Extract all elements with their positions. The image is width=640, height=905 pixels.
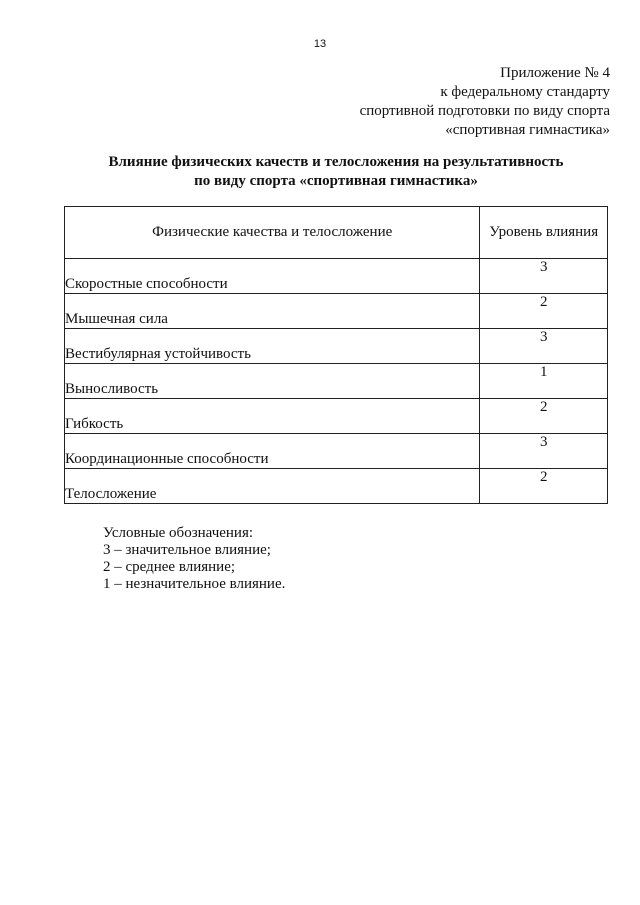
title-line-1: Влияние физических качеств и телосложения на результативность [108,154,564,170]
table-row [65,434,608,469]
level-cell: 3 [480,434,608,469]
level-cell: 2 [480,399,608,434]
quality-cell: Скоростные способности [65,259,480,294]
table-row [65,399,608,434]
quality-cell: Вестибулярная устойчивость [65,329,480,364]
quality-cell: Координационные способности [65,434,480,469]
influence-table [64,206,608,504]
header-influence-level: Уровень влияния [480,207,608,259]
level-cell: 3 [480,329,608,364]
quality-cell: Телосложение [65,469,480,504]
level-cell: 3 [480,259,608,294]
level-cell: 2 [480,294,608,329]
annex-standard: спортивной подготовки по виду спорта [359,103,610,119]
table-row [65,469,608,504]
quality-cell: Выносливость [65,364,480,399]
level-cell: 2 [480,469,608,504]
annex-reference: к федеральному стандарту [440,84,610,100]
level-cell: 1 [480,364,608,399]
header-qualities: Физические качества и телосложение [65,207,480,259]
table-header-row [65,207,608,259]
table-row [65,364,608,399]
legend-item: 2 – среднее влияние; [103,559,236,575]
document-title [64,153,608,191]
title-line-2: по виду спорта «спортивная гимнастика» [194,173,478,189]
legend-title: Условные обозначения: [103,525,254,541]
legend [103,525,285,593]
table-row [65,294,608,329]
annex-number: Приложение № 4 [500,65,610,81]
legend-item: 3 – значительное влияние; [103,542,271,558]
annex-header [360,64,610,140]
table-row [65,329,608,364]
page-number: 13 [313,38,327,50]
table-row [65,259,608,294]
annex-sport: «спортивная гимнастика» [445,122,610,138]
quality-cell: Гибкость [65,399,480,434]
quality-cell: Мышечная сила [65,294,480,329]
legend-item: 1 – незначительное влияние. [103,576,286,592]
